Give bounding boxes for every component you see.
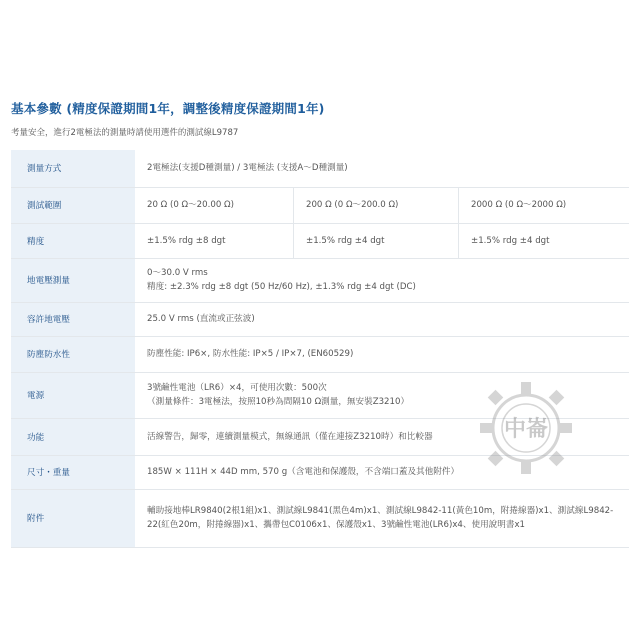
safety-note: 考量安全，進行2電極法的測量時請使用選件的測試線L9787: [11, 128, 239, 138]
table-row: [11, 258, 629, 302]
watermark-text: 中崙: [503, 417, 549, 442]
range-2000-ohm: 2000 Ω (0 Ω～2000 Ω): [459, 187, 630, 223]
accuracy-2000-ohm: ±1.5% rdg ±4 dgt: [459, 223, 630, 258]
row-value-functions: 活線警告，歸零，連續測量模式，無線通訊（僅在連接Z3210時）和比較器: [135, 418, 629, 455]
row-label-power: 電源: [11, 372, 135, 418]
table-row: [11, 150, 629, 187]
watermark-gear-stamp: [476, 378, 576, 478]
ground-voltage-range: 0～30.0 V rms: [147, 268, 208, 278]
spec-section-title: 基本參數 (精度保證期間1年，調整後精度保證期間1年): [11, 101, 325, 116]
ground-voltage-accuracy: 精度: ±2.3% rdg ±8 dgt (50 Hz/60 Hz), ±1.3% rdg ±4 dgt (DC): [147, 282, 416, 292]
table-row: [11, 302, 629, 336]
power-conditions: （測量條件：3電極法，按照10秒為間隔10 Ω測量，無安裝Z3210）: [147, 397, 410, 407]
row-label-accuracy: 精度: [11, 223, 135, 258]
row-value-dimensions: 185W × 111H × 44D mm, 570 g（含電池和保護殼，不含端口蓋及其他附件）: [135, 455, 629, 489]
table-row: [11, 489, 629, 547]
accuracy-20-ohm: ±1.5% rdg ±8 dgt: [135, 223, 294, 258]
table-row: [11, 336, 629, 372]
row-label-dimensions: 尺寸・重量: [11, 455, 135, 489]
spec-table: [11, 150, 629, 548]
row-label-method: 測量方式: [11, 150, 135, 187]
table-row: [11, 187, 629, 223]
row-label-range: 測試範圍: [11, 187, 135, 223]
row-label-ground-voltage: 地電壓測量: [11, 258, 135, 302]
row-value-allowable-voltage: 25.0 V rms (直流或正弦波): [135, 302, 629, 336]
row-value-accessories: 輔助接地棒LR9840(2根1組)x1、測試線L9841(黑色4m)x1、測試線L9842-11(黃色10m，附捲線器)x1、測試線L9842-22(紅色20m，附捲線器)x1、攜帶包C0106x1、保護殼x1、3號鹼性電池(LR6)x4、使用說明書x1: [135, 489, 629, 547]
row-value-method: 2電極法(支援D種測量) / 3電極法 (支援A～D種測量): [135, 150, 629, 187]
range-20-ohm: 20 Ω (0 Ω～20.00 Ω): [135, 187, 294, 223]
accuracy-200-ohm: ±1.5% rdg ±4 dgt: [294, 223, 459, 258]
range-200-ohm: 200 Ω (0 Ω～200.0 Ω): [294, 187, 459, 223]
row-label-accessories: 附件: [11, 489, 135, 547]
row-label-allowable-voltage: 容許地電壓: [11, 302, 135, 336]
row-value-ground-voltage: [135, 258, 629, 302]
row-label-dust-water: 防塵防水性: [11, 336, 135, 372]
row-label-functions: 功能: [11, 418, 135, 455]
power-battery: 3號鹼性電池（LR6）×4，可使用次數：500次: [147, 383, 327, 393]
row-value-dust-water: 防塵性能: IP6×, 防水性能: IP×5 / IP×7, (EN60529): [135, 336, 629, 372]
table-row: [11, 223, 629, 258]
